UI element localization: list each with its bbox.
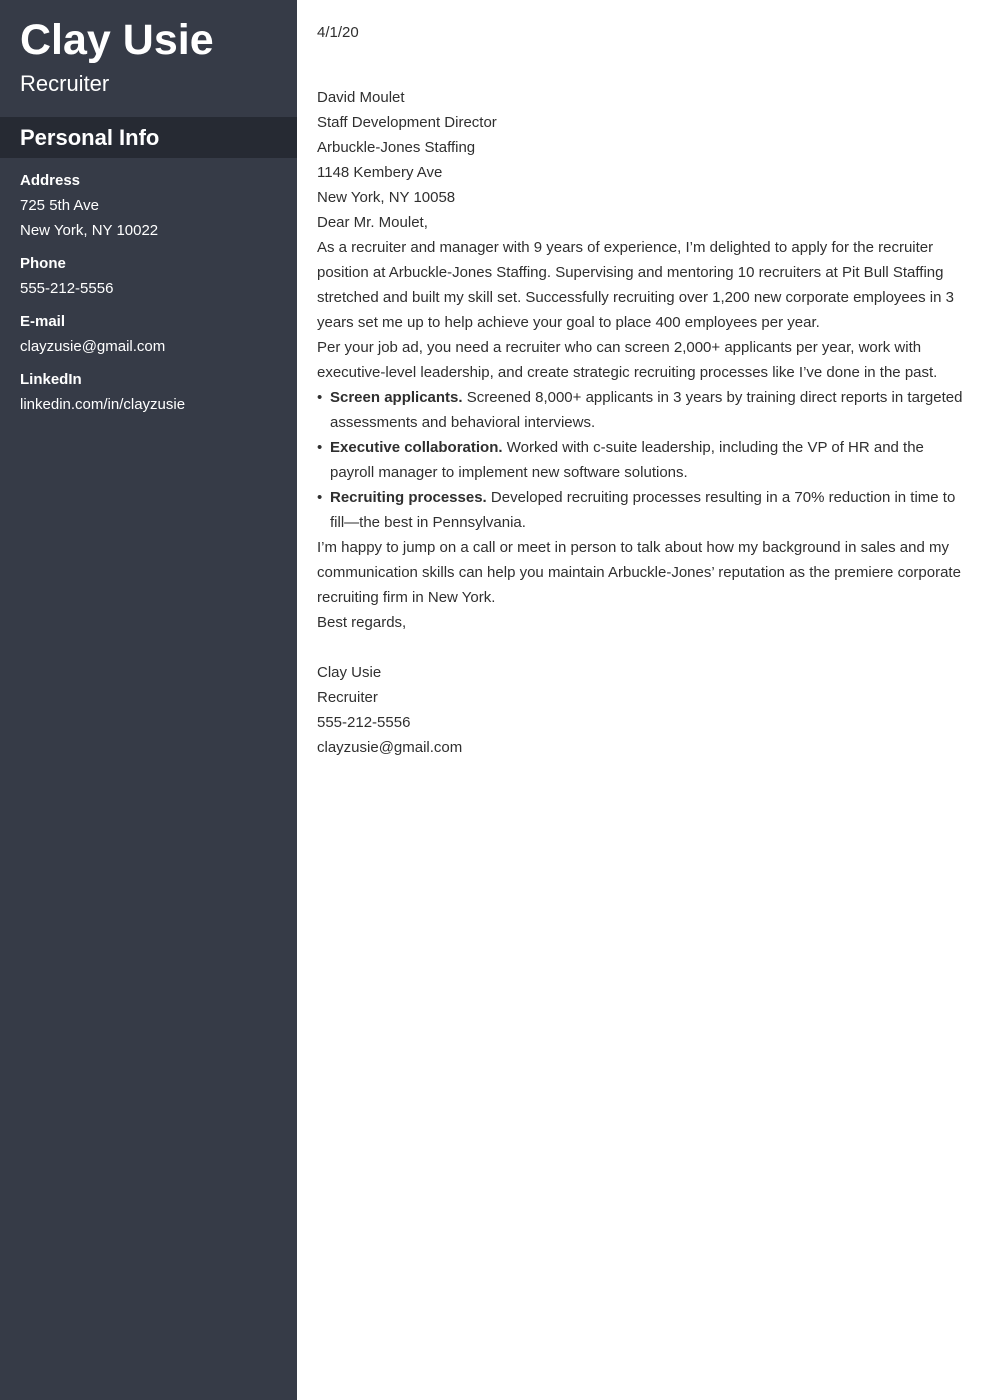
info-label: E-mail	[20, 313, 66, 330]
bullet-heading: Screen applicants.	[330, 389, 463, 406]
paragraph-intro: As a recruiter and manager with 9 years of experience, I’m delighted to apply for the recruiter position at Arbuckle-Jones Staffing. Supervising and mentoring 10 recruiters at Pit Bull Staffing stretched and built my skill set. Successfully recruiting over 1,200 new corporate employees in 3 years set me up to help achieve your goal to place 400 employees per year.	[317, 239, 954, 331]
info-group-linkedin	[20, 367, 285, 417]
personal-info-list	[20, 168, 285, 425]
letter-date: 4/1/20	[317, 24, 359, 41]
paragraph-closing: I’m happy to jump on a call or meet in person to talk about how my background in sales and my communication skills can help you maintain Arbuckle-Jones’ reputation as the premiere corporate recruiting firm in New York.	[317, 539, 961, 606]
info-value: 725 5th Ave	[20, 197, 99, 214]
closing: Best regards,	[317, 614, 407, 631]
list-item	[317, 485, 967, 535]
letter-body	[317, 20, 967, 760]
bullet-text: Screened 8,000+ applicants in 3 years by training direct reports in targeted assessments and behavioral interviews.	[330, 389, 963, 431]
recipient-block	[317, 85, 967, 210]
bullet-icon: •	[317, 389, 323, 406]
info-label: LinkedIn	[20, 371, 82, 388]
info-value: New York, NY 10022	[20, 222, 159, 239]
info-group-address	[20, 168, 285, 243]
section-title: Personal Info	[20, 125, 160, 150]
linkedin-link[interactable]: linkedin.com/in/clayzusie	[20, 396, 186, 413]
recipient-line: Arbuckle-Jones Staffing	[317, 139, 476, 156]
bullet-text: Developed recruiting processes resulting in a 70% reduction in time to fill—the best in Pennsylvania.	[330, 489, 956, 531]
signature-phone: 555-212-5556	[317, 714, 411, 731]
signature-title: Recruiter	[317, 689, 378, 706]
signature-email: clayzusie@gmail.com	[317, 739, 463, 756]
signature-block	[317, 660, 967, 760]
recipient-line: Staff Development Director	[317, 114, 497, 131]
info-value: 555-212-5556	[20, 280, 114, 297]
recipient-line: New York, NY 10058	[317, 189, 456, 206]
applicant-title: Recruiter	[20, 71, 110, 96]
info-group-phone	[20, 251, 285, 301]
bullet-icon: •	[317, 439, 323, 456]
applicant-name: Clay Usie	[20, 16, 214, 64]
list-item	[317, 385, 967, 435]
bullet-text: Worked with c-suite leadership, including the VP of HR and the payroll manager to implement new software solutions.	[330, 439, 924, 481]
info-label: Phone	[20, 255, 66, 272]
signature-name: Clay Usie	[317, 664, 382, 681]
recipient-line: David Moulet	[317, 89, 405, 106]
info-group-email	[20, 309, 285, 359]
sidebar	[0, 0, 297, 1400]
info-label: Address	[20, 172, 81, 189]
paragraph-requirements: Per your job ad, you need a recruiter who can screen 2,000+ applicants per year, work with executive-level leadership, and create strategic recruiting processes like I’ve done in the past.	[317, 339, 938, 381]
personal-info-header	[0, 117, 297, 158]
salutation: Dear Mr. Moulet,	[317, 214, 428, 231]
bullet-icon: •	[317, 489, 323, 506]
email-link[interactable]: clayzusie@gmail.com	[20, 338, 166, 355]
achievement-list	[317, 385, 967, 535]
bullet-heading: Executive collaboration.	[330, 439, 503, 456]
bullet-heading: Recruiting processes.	[330, 489, 487, 506]
recipient-line: 1148 Kembery Ave	[317, 164, 443, 181]
list-item	[317, 435, 967, 485]
